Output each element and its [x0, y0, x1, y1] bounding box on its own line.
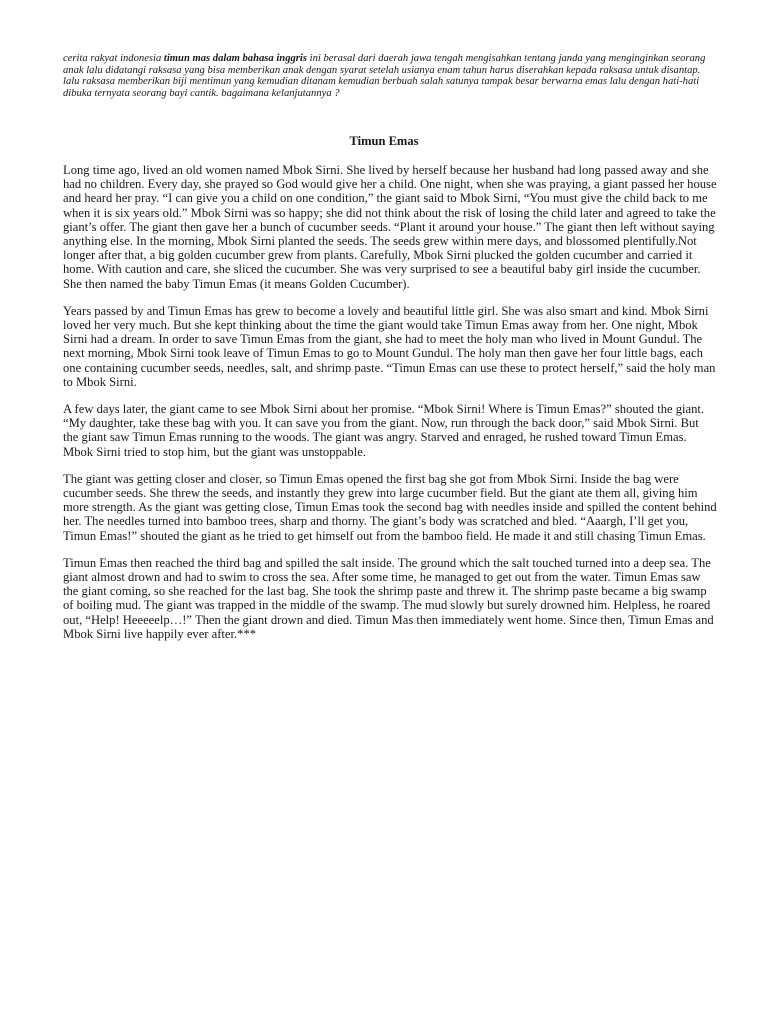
intro-prefix: cerita rakyat indonesia — [63, 53, 164, 64]
story-paragraph-4: The giant was getting closer and closer, so Timun Emas opened the first bag she got from Mbok Sirni. Inside the bag were cucumber seeds. She threw the seeds, and instantly they grew into large cucumber field. But the giant ate them all, giving him more strength. As the giant was getting close, Timun Emas took the second bag with needles inside and spilled the content behind her. The needles turned into bamboo trees, sharp and thorny. The giant’s body was scratched and bled. “Aaargh, I’ll get you, Timun Emas!” shouted the giant as he tried to get himself out from the bamboo field. He made it and still chasing Timun Emas. — [63, 471, 717, 543]
intro-keyword: timun mas dalam bahasa inggris — [163, 53, 307, 64]
intro-suffix: ini berasal dari daerah jawa tengah mengisahkan tentang janda yang menginginkan seorang anak lalu didatangi raksasa yang bisa memberikan anak dengan syarat setelah usianya enam tahun harus diserahkan kepada raksasa untuk disantap. lalu raksasa memberikan biji mentimun yang kemudian ditanam kemudian berbuah salah satunya tampak besar berwarna emas lalu dengan hati-hati dibuka ternyata seorang bayi cantik. bagaimana kelanjutannya ? — [63, 53, 706, 99]
story-paragraph-1: Long time ago, lived an old women named Mbok Sirni. She lived by herself because her husband had long passed away and she had no children. Every day, she prayed so God would give her a child. One night, when she was praying, a giant passed her house and heard her pray. “I can give you a child on one condition,” the giant said to Mbok Sirni, “You must give the child back to me when it is six years old.” Mbok Sirni was so happy; she did not think about the risk of losing the child later and agreed to take the giant’s offer. The giant then gave her a bunch of cucumber seeds. “Plant it around your house.” The giant then left without saying anything else. In the morning, Mbok Sirni planted the seeds. The seeds grew within mere days, and blossomed plentifully.Not longer after that, a big golden cucumber grew from plants. Carefully, Mbok Sirni plucked the golden cucumber and carried it home. With caution and care, she sliced the cucumber. She was very surprised to see a beautiful baby girl inside the cucumber. She then named the baby Timun Emas (it means Golden Cucumber). — [63, 163, 717, 291]
story-title: Timun Emas — [349, 134, 419, 148]
story-paragraph-2: Years passed by and Timun Emas has grew to become a lovely and beautiful little girl. She was also smart and kind. Mbok Sirni loved her very much. But she kept thinking about the time the giant would take Timun Emas away from her. One night, Mbok Sirni had a dream. In order to save Timun Emas from the giant, she had to meet the holy man who lived in Mount Gundul. The next morning, Mbok Sirni took leave of Timun Emas to go to Mount Gundul. The holy man then gave her four little bags, each one containing cucumber seeds, needles, salt, and shrimp paste. “Timun Emas can use these to protect herself,” said the holy man to Mbok Sirni. — [63, 303, 716, 389]
story-paragraph-5: Timun Emas then reached the third bag and spilled the salt inside. The ground which the salt touched turned into a deep sea. The giant almost drown and had to swim to cross the sea. After some time, he managed to get out from the water. Timun Emas saw the giant coming, so she reached for the last bag. She took the shrimp paste and threw it. The shrimp paste became a big swamp of boiling mud. The giant was trapped in the middle of the swamp. The mud slowly but surely drowned him. Helpless, he roared out, “Help! Heeeeelp…!” Then the giant drown and died. Timun Mas then immediately went home. Since then, Timun Emas and Mbok Sirni live happily ever after.*** — [63, 555, 714, 641]
intro-paragraph — [63, 53, 713, 99]
story-paragraph-3: A few days later, the giant came to see Mbok Sirni about her promise. “Mbok Sirni! Where is Timun Emas?” shouted the giant. “My daughter, take these bag with you. It can save you from the giant. Now, run through the back door,” said Mbok Sirni. But the giant saw Timun Emas running to the woods. The giant was angry. Starved and enraged, he rushed toward Timun Emas. Mbok Sirni tried to stop him, but the giant was unstoppable. — [63, 402, 705, 459]
story-body — [63, 163, 717, 654]
